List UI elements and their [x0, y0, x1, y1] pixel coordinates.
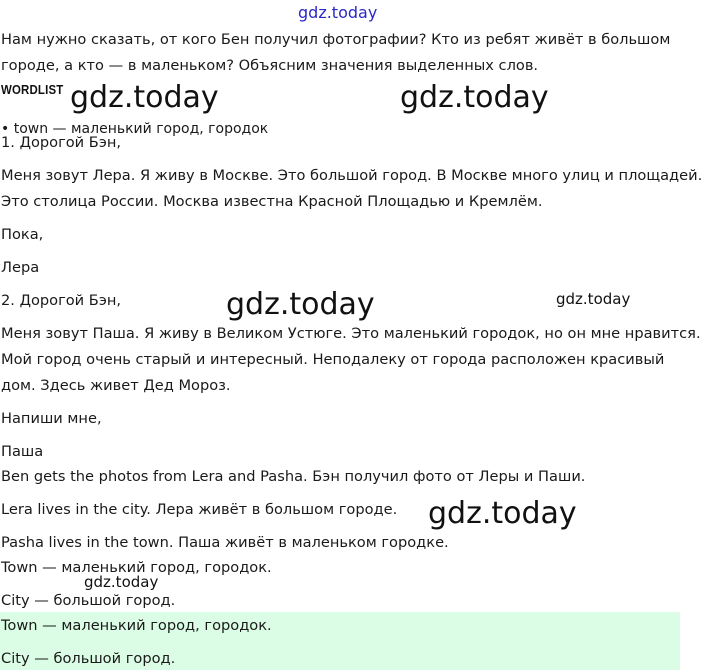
letter1-greeting: 1. Дорогой Бэн, [1, 134, 122, 151]
letter2-line: Мой город очень старый и интересный. Неподалеку от города расположен красивый [1, 351, 665, 368]
answer-line: Pasha lives in the town. Паша живёт в маленьком городке. [1, 534, 449, 551]
letter2-line: Меня зовут Паша. Я живу в Великом Устюге. Это маленький городок, но он мне нравится. [1, 325, 701, 342]
letter2-signature: Паша [1, 443, 44, 460]
wordlist-heading: WORDLIST [1, 82, 64, 97]
intro-line: Нам нужно сказать, от кого Бен получил фотографии? Кто из ребят живёт в большом [1, 31, 671, 48]
watermark: gdz.today [70, 80, 219, 115]
wordlist-cut-item [1, 116, 301, 137]
letter1-signature: Лера [1, 259, 40, 276]
letter2-line: дом. Здесь живет Дед Мороз. [1, 377, 231, 394]
watermark: gdz.today [428, 496, 577, 531]
highlighted-line: City — большой город. [1, 650, 176, 667]
intro-line: городе, а кто — в маленьком? Объясним значения выделенных слов. [1, 57, 539, 74]
letter1-line: Это столица России. Москва известна Красной Площадью и Кремлём. [1, 193, 543, 210]
answer-line: Town — маленький город, городок. [1, 559, 272, 576]
letter2-greeting: 2. Дорогой Бэн, [1, 292, 122, 309]
watermark: gdz.today [400, 80, 549, 115]
letter1-closing: Пока, [1, 226, 44, 243]
answer-line: Lera lives in the city. Лера живёт в большом городе. [1, 501, 398, 518]
watermark: gdz.today [556, 290, 631, 308]
wordlist-item-text: • town — маленький город, городок [1, 121, 269, 137]
answer-line: City — большой город. [1, 592, 176, 609]
letter1-line: Меня зовут Лера. Я живу в Москве. Это большой город. В Москве много улиц и площадей. [1, 167, 702, 184]
answer-line: Ben gets the photos from Lera and Pasha. Бэн получил фото от Леры и Паши. [1, 468, 586, 485]
letter2-closing: Напиши мне, [1, 410, 102, 427]
highlighted-line: Town — маленький город, городок. [1, 617, 272, 634]
watermark: gdz.today [298, 3, 378, 22]
watermark: gdz.today [84, 573, 159, 591]
watermark: gdz.today [226, 287, 375, 322]
